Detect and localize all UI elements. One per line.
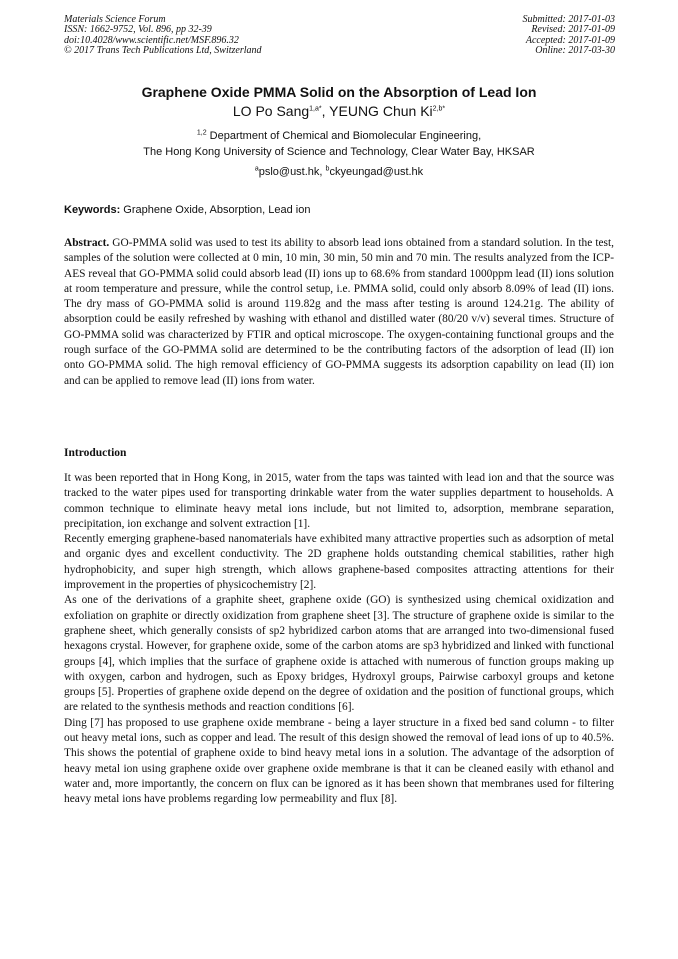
submitted-date: Submitted: 2017-01-03	[522, 14, 615, 25]
revised-date: Revised: 2017-01-09	[531, 24, 615, 36]
affiliation-line-2: The Hong Kong University of Science and Technology, Clear Water Bay, HKSAR	[143, 146, 535, 158]
affiliation-line-1	[0, 130, 678, 142]
copyright-line: © 2017 Trans Tech Publications Ltd, Switzerland	[64, 45, 262, 57]
journal-info	[64, 15, 262, 57]
email-b-marker: b	[325, 165, 330, 173]
keywords-label: Keywords:	[64, 204, 121, 216]
intro-paragraph-1: It was been reported that in Hong Kong, in 2015, water from the taps was tainted with lead ion and that the source was tracked to the water pipes used for transporting drinkable water from the water supplies department to households. A common technique to eliminate heavy metal ions include, but not limited to, adsorption, membrane separation, precipitation, ion exchange and solvent extraction [1].	[64, 472, 614, 530]
author-1-marker: 1,a*	[309, 105, 322, 113]
intro-paragraph-2: Recently emerging graphene-based nanomaterials have exhibited many attractive properties such as adsorption of metal and organic dyes and excellent conductivity. The 2D graphene holds outstanding chemical stabilities, rather high hydrophobicity, and super high strength, which allows graphene-based composites attracting attentions for their improvement in the properties of physicochemistry [2].	[64, 533, 614, 592]
email-a[interactable]: pslo@ust.hk	[258, 166, 320, 178]
issn-line: ISSN: 1662-9752, Vol. 896, pp 32-39	[64, 24, 212, 36]
email-b[interactable]: ckyeungad@ust.hk	[329, 166, 424, 178]
introduction-body	[64, 471, 614, 808]
author-emails	[0, 166, 678, 178]
abstract	[64, 236, 614, 389]
publication-dates	[523, 15, 616, 57]
affiliation-marker: 1,2	[196, 129, 207, 137]
keywords-text: Graphene Oxide, Absorption, Lead ion	[120, 204, 311, 216]
intro-paragraph-3: As one of the derivations of a graphite sheet, graphene oxide (GO) is synthesized using chemical oxidization and exfoliation on graphite or directly oxidization from graphene sheet [3]. The structure of graphene oxide is similar to the graphene sheet, which generally consists of sp2 hybridized carbon atoms that are arranged into two-dimensional fused hexagons crystal. However, for graphene oxide, some of the carbon atoms are sp3 hybridized and linked with functional groups [4], which implies that the surface of graphene oxide is attached with numerous of function groups making up with oxygen, carbon and hydrogen, such as Epoxy bridges, Hydroxyl groups, Pairwise carboxyl groups and ketone groups [5]. Properties of graphene oxide depend on the degree of oxidation and the position of functional groups, which are related to the synthesis methods and reaction conditions [6].	[64, 594, 614, 714]
journal-name: Materials Science Forum	[64, 14, 166, 25]
paper-title: Graphene Oxide PMMA Solid on the Absorption of Lead Ion	[141, 84, 537, 100]
email-a-marker: a	[254, 165, 259, 173]
accepted-date: Accepted: 2017-01-09	[525, 34, 615, 46]
author-2: YEUNG Chun Ki	[329, 103, 433, 119]
author-1: LO Po Sang	[232, 103, 310, 119]
email-separator: ,	[319, 166, 326, 178]
author-list	[0, 103, 678, 119]
author-2-marker: 2,b*	[432, 105, 446, 113]
doi-line: doi:10.4028/www.scientific.net/MSF.896.32	[64, 34, 239, 46]
affiliation-department: Department of Chemical and Biomolecular Engineering,	[206, 130, 482, 142]
author-separator: ,	[321, 103, 330, 119]
abstract-text: GO-PMMA solid was used to test its ability to absorb lead ions obtained from a standard solution. In the test, samples of the solution were collected at 0 min, 10 min, 30 min, 50 min and 70 min. The results analyzed from the ICP-AES reveal that GO-PMMA solid could absorb lead (II) ions up to 68.6% from standard 1000ppm lead (II) ions solution at room temperature and pressure, while the control setup, i.e. PMMA solid, could only absorb 8.09% of lead (II) ions. The dry mass of GO-PMMA solid is around 119.82g and the mass after testing is around 124.21g. The ability of absorption could be easily refreshed by washing with ethanol and distilled water (80/20 v/v) several times. Structure of GO-PMMA solid was characterized by FTIR and optical microscope. The oxygen-containing functional groups and the rough surface of the GO-PMMA solid are determined to be the contributing factors of the adsorption of lead (II) ion onto GO-PMMA solid. The high removal efficiency of GO-PMMA suggests its adsorption capability on lead (II) ion and can be applied to remove lead (II) ions from water.	[64, 237, 614, 387]
keywords	[64, 204, 310, 216]
introduction-heading: Introduction	[64, 447, 127, 459]
abstract-label: Abstract.	[64, 237, 110, 249]
online-date: Online: 2017-03-30	[535, 45, 615, 57]
intro-paragraph-4: Ding [7] has proposed to use graphene oxide membrane - being a layer structure in a fixed bed sand column - to filter out heavy metal ions, such as copper and lead. The result of this design showed the removal of lead ions of up to 40.5%. This shows the potential of graphene oxide to bind heavy metal ions in a solution. The advantage of the adsorption of heavy metal ion using graphene oxide over graphene oxide membrane is that it can be cleaned easily with ethanol and water and, more importantly, the concern on flux can be ignored as it has been shown that membranes used for filtering heavy metal ions have problems regarding low permeability and flux [8].	[64, 716, 614, 806]
